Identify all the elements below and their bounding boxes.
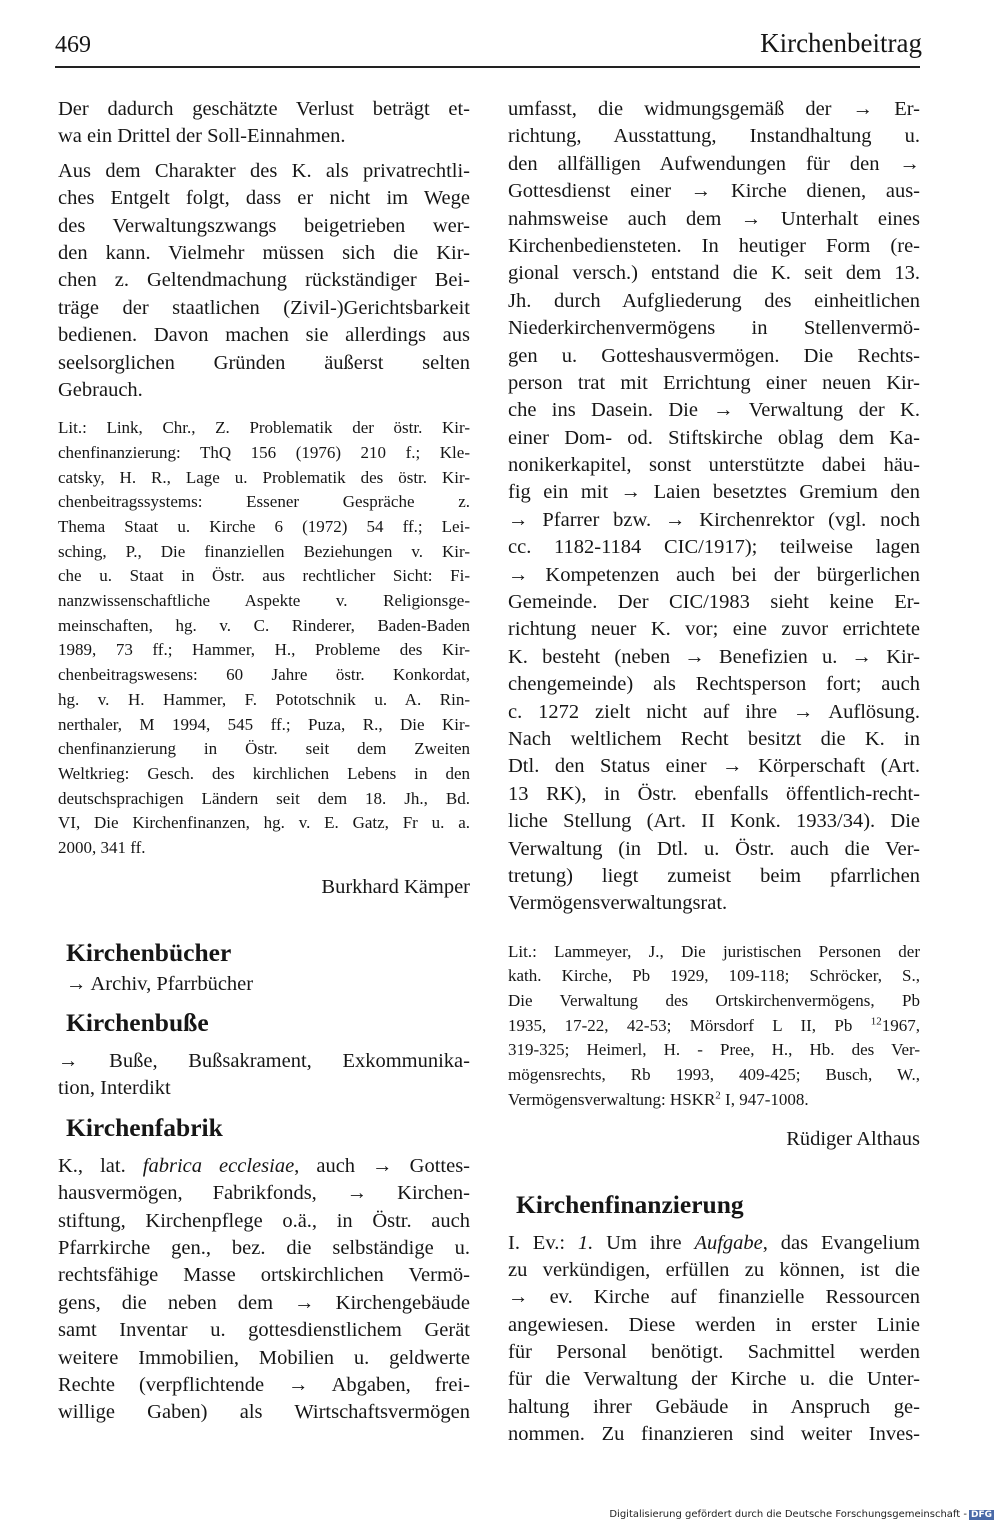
text-line: den kann. Vielmehr müssen sich die Kir- (58, 241, 470, 264)
text-line: Gottesdienst einer → Kirche dienen, aus- (508, 180, 920, 203)
text-line: c. 1272 zielt nicht auf ihre → Auflösung. (508, 700, 920, 723)
paragraph (508, 1230, 920, 1449)
lit-line: Thema Staat u. Kirche 6 (1972) 54 ff.; Lei- (58, 517, 470, 537)
lit-line: kath. Kirche, Pb 1929, 109-118; Schröcker, S., (508, 966, 920, 986)
footer-text: Digitalisierung gefördert durch die Deutsche Forschungsgemeinschaft - (609, 1509, 967, 1520)
text-line: Vermögensverwaltungsrat. (508, 892, 728, 915)
text-line: wa ein Drittel der Soll-Einnahmen. (58, 125, 346, 148)
cross-reference: tion, Interdikt (58, 1077, 171, 1100)
page-number: 469 (55, 32, 91, 58)
text-line: Aus dem Charakter des K. als privatrechtli- (58, 159, 470, 182)
lit-line: deutschsprachigen Ländern seit dem 18. Jh., Bd. (58, 788, 470, 808)
latin-term: fabrica ecclesiae (142, 1154, 295, 1177)
lit-line: meinschaften, hg. v. C. Rinderer, Baden-Baden (58, 615, 470, 635)
entry-title: Kirchenfabrik (66, 1112, 223, 1142)
text-line: umfasst, die widmungsgemäß der → Er- (508, 98, 920, 120)
text-line: tretung) liegt zumeist beim pfarrlichen (508, 864, 920, 887)
text-line: → Kompetenzen auch bei der bürgerlichen (508, 563, 920, 586)
text-line: samt Inventar u. gottesdienstlichem Gerät (58, 1319, 470, 1342)
text-line: K., lat. fabrica ecclesiae, auch → Gottes- (58, 1154, 470, 1177)
text-line: bedienen. Davon machen sie allerdings aus (58, 324, 470, 347)
text-line: chengemeinde) als Rechtsperson fort; auch (508, 673, 920, 696)
lit-line: 1935, 17-22, 42-53; Mörsdorf L II, Pb $^{12}$1967, (508, 1015, 920, 1035)
lit-line: chenbeitragswesens: 60 Jahre östr. Konkordat, (58, 665, 470, 685)
lit-line: Lit.: Lammeyer, J., Die juristischen Personen der (508, 941, 920, 961)
entry-title: Kirchenbuße (66, 1008, 209, 1038)
lit-line: Weltkrieg: Gesch. des kirchlichen Lebens in den (58, 763, 470, 783)
text-line: gional versch.) entstand die K. seit dem 13. (508, 262, 920, 285)
text-line: weitere Immobilien, Mobilien u. geldwerte (58, 1346, 470, 1369)
lit-line: 319-325; Heimerl, H. - Pree, H., Hb. des Ver- (508, 1040, 920, 1060)
text-line: angewiesen. Diese werden in erster Linie (508, 1313, 920, 1336)
lit-line: catsky, H. R., Lage u. Problematik des östr. Kir- (58, 467, 470, 487)
text-line: fig ein mit → Laien besetztes Gremium den (508, 481, 920, 504)
text-line: nommen. Zu finanzieren sind weiter Inves- (508, 1423, 920, 1446)
dfg-logo: DFG (970, 1510, 992, 1520)
lit-line: VI, Die Kirchenfinanzen, hg. v. E. Gatz, Fr u. a. (58, 813, 470, 833)
digitization-footer (609, 1509, 994, 1520)
text-line: Dtl. den Status einer → Körperschaft (Art. (508, 755, 920, 778)
lit-line: che u. Staat in Östr. aus rechtlicher Sicht: Fi- (58, 566, 470, 586)
text-line: I. Ev.: 1. Um ihre Aufgabe, das Evangelium (508, 1231, 921, 1254)
entry-title: Kirchenbücher (66, 937, 232, 967)
author-signature: Burkhard Kämper (321, 875, 470, 898)
lit-line: Vermögensverwaltung: HSKR$^2$ I, 947-1008. (508, 1089, 809, 1109)
edition-superscript: 12 (870, 1015, 882, 1028)
text-line: Nach weltlichem Recht besitzt die K. in (508, 727, 920, 750)
text-line: stiftung, Kirchenpflege o.ä., in Östr. auch (58, 1209, 470, 1232)
text-line: für Personal benötigt. Sachmittel werden (508, 1341, 920, 1364)
text-line: gen u. Gotteshausvermögen. Die Rechts- (508, 344, 920, 367)
lit-line: Lit.: Link, Chr., Z. Problematik der östr. Kir- (58, 418, 470, 438)
paragraph (58, 158, 470, 405)
text-line: cc. 1182-1184 CIC/1917); teilweise lagen (508, 536, 920, 559)
lit-line: nanzwissenschaftliche Aspekte v. Religionsge- (58, 591, 470, 611)
literature-block (58, 416, 470, 860)
lit-line: mögensrechts, Rb 1993, 409-425; Busch, W., (508, 1065, 920, 1085)
text-line: Gemeinde. Der CIC/1983 sieht keine Er- (508, 591, 920, 614)
text-line: rechtsfähige Masse ortskirchlichen Vermö- (58, 1264, 470, 1287)
lit-line: sching, P., Die finanziellen Beziehungen v. Kir- (58, 541, 470, 561)
lit-line: chenfinanzierung: ThQ 156 (1976) 210 f.; Kle- (58, 442, 470, 462)
entry-title: Kirchenfinanzierung (516, 1189, 744, 1219)
paragraph (58, 1153, 470, 1427)
text-line: chen z. Geltendmachung rückständiger Bei- (58, 269, 470, 292)
text-line: gens, die neben dem → Kirchengebäude (58, 1291, 470, 1314)
lit-line: 2000, 341 ff. (58, 837, 146, 857)
text-line: willige Gaben) als Wirtschaftsvermögen (58, 1401, 470, 1424)
cross-reference: → Archiv, Pfarrbücher (66, 972, 254, 995)
text-line: che ins Dasein. Die → Verwaltung der K. (508, 399, 920, 422)
text-line: seelsorglichen Gründen äußerst selten (58, 351, 470, 374)
text-line: richtung, Ausstattung, Instandhaltung u. (508, 125, 920, 148)
paragraph (508, 96, 920, 918)
text-line: Der dadurch geschätzte Verlust beträgt et- (58, 98, 470, 120)
text-line: Gebrauch. (58, 378, 143, 401)
text-line: Jh. durch Aufgliederung des einheitlichen (508, 289, 920, 312)
paragraph (58, 96, 470, 151)
text-line: Pfarrkirche gen., bez. die selbständige u. (58, 1237, 470, 1260)
right-column (508, 96, 920, 1449)
text-line: → Pfarrer bzw. → Kirchenrektor (vgl. noch (508, 508, 920, 531)
author-signature: Rüdiger Althaus (786, 1127, 920, 1150)
text-line: liche Stellung (Art. II Konk. 1933/34). Die (508, 810, 920, 833)
text-line: einer Dom- od. Stiftskirche oblag dem Ka- (508, 426, 920, 449)
text-line: träge der staatlichen (Zivil-)Gerichtsbarkeit (58, 296, 470, 319)
edition-superscript: 2 (715, 1089, 721, 1102)
text-line: → ev. Kirche auf finanzielle Ressourcen (508, 1286, 920, 1309)
lit-line: nerthaler, M 1994, 545 ff.; Puza, R., Die Kir- (58, 714, 470, 734)
text-line: Niederkirchenvermögens in Stellenvermö- (508, 317, 920, 340)
text-line: hausvermögen, Fabrikfonds, → Kirchen- (58, 1182, 470, 1205)
lit-line: 1989, 73 ff.; Hammer, H., Probleme des Kir- (58, 640, 470, 660)
lit-line: chenfinanzierung in Östr. seit dem Zweiten (58, 739, 470, 759)
header-rule (55, 66, 920, 68)
text-line: haltung ihrer Gebäude in Anspruch ge- (508, 1395, 920, 1418)
text-line: K. besteht (neben → Benefizien u. → Kir- (508, 645, 920, 668)
lit-line: chenbeitragssystems: Essener Gespräche z. (58, 492, 470, 512)
text-line: person trat mit Errichtung einer neuen Kir- (508, 371, 920, 394)
literature-block (508, 940, 920, 1113)
lit-line: hg. v. H. Hammer, F. Pototschnik u. A. Rin- (58, 689, 470, 709)
text-line: zu verkündigen, erfüllen zu können, ist die (508, 1258, 920, 1281)
text-line: ches Entgelt folgt, dass er nicht im Wege (58, 187, 470, 210)
text-line: für die Verwaltung der Kirche u. die Unter- (508, 1368, 920, 1391)
cross-reference: → Buße, Bußsakrament, Exkommunika- (58, 1050, 470, 1073)
lit-line: Die Verwaltung des Ortskirchenvermögens, Pb (508, 991, 920, 1011)
text-line: nonikerkapitel, sonst unterstützte dabei häu- (508, 454, 920, 477)
text-line: Verwaltung (in Dtl. u. Östr. auch die Ver- (508, 837, 920, 860)
text-line: Rechte (verpflichtende → Abgaben, frei- (58, 1373, 470, 1396)
text-line: Kirchenbediensteten. In heutiger Form (re- (508, 234, 920, 257)
left-column (58, 96, 470, 1427)
text-line: nahmsweise auch dem → Unterhalt eines (508, 207, 920, 230)
text-line: richtung neuer K. vor; eine zuvor errichtete (508, 618, 920, 641)
text-line: 13 RK), in Östr. ebenfalls öffentlich-recht- (508, 782, 920, 805)
text-line: des Verwaltungszwangs beigetrieben wer- (58, 214, 470, 237)
running-head: Kirchenbeitrag (760, 28, 922, 58)
text-line: den allfälligen Aufwendungen für den → (508, 152, 920, 175)
